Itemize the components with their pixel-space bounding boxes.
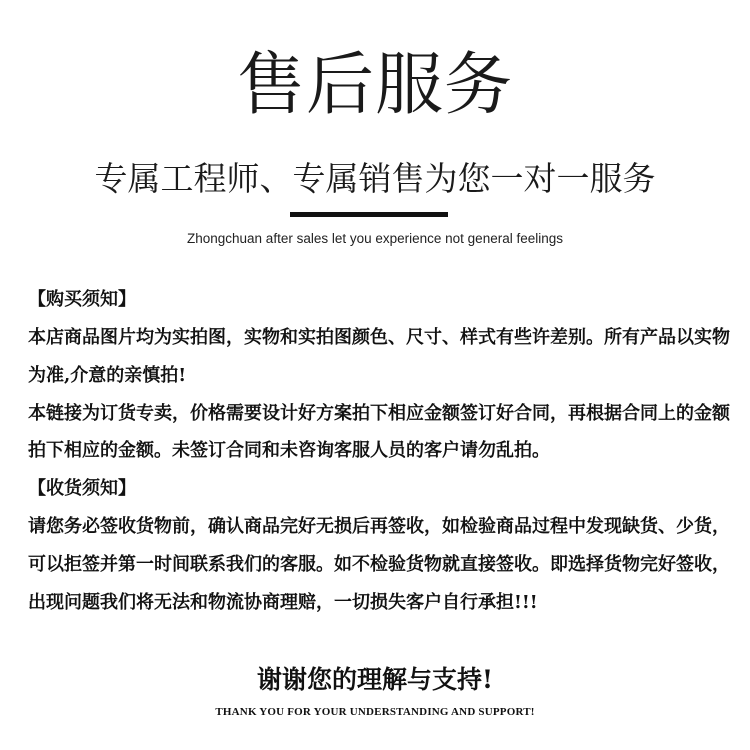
page-subtitle: 专属工程师、专属销售为您一对一服务 bbox=[94, 159, 656, 198]
page-title: 售后服务 bbox=[236, 46, 513, 125]
title-divider bbox=[290, 212, 448, 217]
purchase-notice-line: 拍下相应的金额。未签订合同和未咨询客服人员的客户请勿乱拍。 bbox=[28, 440, 550, 461]
receipt-notice-line: 请您务必签收货物前，确认商品完好无损后再签收，如检验商品过程中发现缺货、少货， bbox=[28, 516, 730, 537]
receipt-notice-heading: 【收货须知】 bbox=[28, 478, 136, 499]
thanks-message: 谢谢您的理解与支持! bbox=[257, 665, 493, 694]
purchase-notice-heading: 【购买须知】 bbox=[28, 289, 136, 310]
thanks-message-english: THANK YOU FOR YOUR UNDERSTANDING AND SUPPORT! bbox=[215, 706, 535, 718]
english-tagline: Zhongchuan after sales let you experience not general feelings bbox=[187, 231, 563, 246]
purchase-notice-line: 本链接为订货专卖，价格需要设计好方案拍下相应金额签订好合同，再根据合同上的金额 bbox=[28, 403, 730, 424]
purchase-notice-line: 为准,介意的亲慎拍! bbox=[28, 365, 187, 386]
purchase-notice-line: 本店商品图片均为实拍图，实物和实拍图颜色、尺寸、样式有些许差别。所有产品以实物 bbox=[28, 327, 730, 348]
receipt-notice-line: 可以拒签并第一时间联系我们的客服。如不检验货物就直接签收。即选择货物完好签收， bbox=[28, 554, 730, 575]
receipt-notice-line: 出现问题我们将无法和物流协商理赔，一切损失客户自行承担!!! bbox=[28, 592, 538, 613]
